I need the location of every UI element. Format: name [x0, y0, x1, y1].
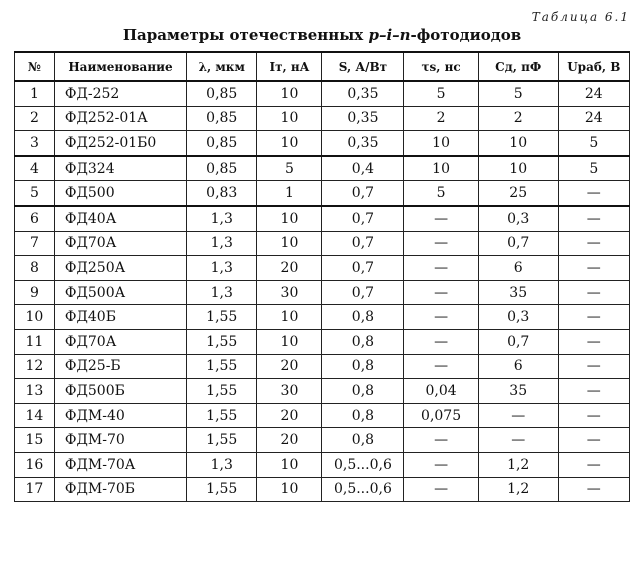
cell-capacitance: 10	[478, 156, 558, 181]
cell-number: 2	[15, 106, 55, 131]
cell-wavelength: 1,55	[187, 379, 257, 404]
cell-wavelength: 1,3	[187, 256, 257, 281]
table-row	[15, 477, 630, 502]
table-row	[15, 305, 630, 330]
cell-name: ФДМ-70	[54, 428, 186, 453]
cell-number: 17	[15, 477, 55, 502]
cell-wavelength: 1,3	[187, 206, 257, 231]
cell-dark-current: 10	[257, 81, 322, 106]
cell-number: 12	[15, 354, 55, 379]
cell-number: 11	[15, 329, 55, 354]
cell-response-time: —	[404, 305, 479, 330]
cell-voltage: —	[558, 256, 629, 281]
cell-dark-current: 10	[257, 452, 322, 477]
cell-response-time: —	[404, 354, 479, 379]
cell-sensitivity: 0,7	[322, 206, 404, 231]
cell-wavelength: 1,3	[187, 231, 257, 256]
cell-voltage: —	[558, 403, 629, 428]
cell-number: 15	[15, 428, 55, 453]
cell-sensitivity: 0,8	[322, 403, 404, 428]
cell-voltage: 24	[558, 81, 629, 106]
cell-sensitivity: 0,7	[322, 181, 404, 206]
table-title	[0, 26, 644, 44]
cell-number: 8	[15, 256, 55, 281]
table-row	[15, 181, 630, 206]
cell-wavelength: 0,85	[187, 156, 257, 181]
table-row	[15, 256, 630, 281]
cell-wavelength: 1,55	[187, 477, 257, 502]
cell-response-time: —	[404, 231, 479, 256]
cell-capacitance: 0,3	[478, 206, 558, 231]
table-row	[15, 206, 630, 231]
cell-sensitivity: 0,35	[322, 81, 404, 106]
cell-sensitivity: 0,8	[322, 379, 404, 404]
cell-dark-current: 20	[257, 354, 322, 379]
cell-response-time: 10	[404, 156, 479, 181]
cell-capacitance: —	[478, 428, 558, 453]
cell-response-time: —	[404, 329, 479, 354]
cell-name: ФД-252	[54, 81, 186, 106]
cell-response-time: 5	[404, 181, 479, 206]
cell-voltage: —	[558, 477, 629, 502]
cell-dark-current: 10	[257, 477, 322, 502]
cell-response-time: —	[404, 452, 479, 477]
table-row	[15, 231, 630, 256]
table-row	[15, 280, 630, 305]
cell-wavelength: 1,55	[187, 329, 257, 354]
cell-dark-current: 30	[257, 379, 322, 404]
cell-wavelength: 1,55	[187, 403, 257, 428]
cell-sensitivity: 0,5...0,6	[322, 452, 404, 477]
cell-dark-current: 5	[257, 156, 322, 181]
cell-sensitivity: 0,35	[322, 131, 404, 156]
cell-sensitivity: 0,8	[322, 354, 404, 379]
table-row	[15, 106, 630, 131]
table-row	[15, 354, 630, 379]
cell-capacitance: 0,7	[478, 231, 558, 256]
cell-voltage: 24	[558, 106, 629, 131]
table-title-italic: p–i–n	[368, 26, 411, 44]
cell-voltage: —	[558, 280, 629, 305]
column-header-name: Наименование	[54, 52, 186, 81]
cell-number: 16	[15, 452, 55, 477]
cell-dark-current: 10	[257, 106, 322, 131]
cell-wavelength: 1,55	[187, 354, 257, 379]
cell-capacitance: 2	[478, 106, 558, 131]
cell-dark-current: 10	[257, 206, 322, 231]
cell-wavelength: 0,85	[187, 81, 257, 106]
cell-wavelength: 1,55	[187, 428, 257, 453]
cell-capacitance: 1,2	[478, 452, 558, 477]
column-header-dark-current: Iт, нА	[257, 52, 322, 81]
column-header-response-time: τs, нс	[404, 52, 479, 81]
cell-name: ФД252-01Б0	[54, 131, 186, 156]
table-title-suffix: -фотодиодов	[410, 26, 522, 44]
cell-capacitance: 35	[478, 379, 558, 404]
cell-wavelength: 1,3	[187, 452, 257, 477]
cell-dark-current: 10	[257, 305, 322, 330]
cell-sensitivity: 0,8	[322, 428, 404, 453]
table-row	[15, 379, 630, 404]
cell-name: ФД500	[54, 181, 186, 206]
cell-voltage: —	[558, 354, 629, 379]
cell-sensitivity: 0,8	[322, 305, 404, 330]
cell-response-time: 0,04	[404, 379, 479, 404]
cell-number: 6	[15, 206, 55, 231]
cell-capacitance: —	[478, 403, 558, 428]
cell-name: ФДМ-40	[54, 403, 186, 428]
cell-sensitivity: 0,7	[322, 280, 404, 305]
column-header-capacitance: Cд, пФ	[478, 52, 558, 81]
cell-voltage: —	[558, 379, 629, 404]
column-header-voltage: Uраб, В	[558, 52, 629, 81]
cell-name: ФДМ-70Б	[54, 477, 186, 502]
cell-wavelength: 1,55	[187, 305, 257, 330]
cell-response-time: 5	[404, 81, 479, 106]
cell-wavelength: 0,85	[187, 131, 257, 156]
cell-capacitance: 0,7	[478, 329, 558, 354]
table-row	[15, 156, 630, 181]
table-row	[15, 452, 630, 477]
cell-dark-current: 30	[257, 280, 322, 305]
cell-voltage: —	[558, 231, 629, 256]
cell-number: 9	[15, 280, 55, 305]
cell-wavelength: 1,3	[187, 280, 257, 305]
cell-sensitivity: 0,4	[322, 156, 404, 181]
cell-voltage: —	[558, 428, 629, 453]
cell-name: ФД40А	[54, 206, 186, 231]
cell-name: ФД70А	[54, 231, 186, 256]
table-number-label: Таблица 6.1	[531, 10, 630, 24]
cell-number: 10	[15, 305, 55, 330]
table-row	[15, 403, 630, 428]
cell-number: 7	[15, 231, 55, 256]
cell-voltage: —	[558, 206, 629, 231]
cell-number: 3	[15, 131, 55, 156]
column-header-sensitivity: S, А/Вт	[322, 52, 404, 81]
cell-sensitivity: 0,35	[322, 106, 404, 131]
cell-name: ФД500Б	[54, 379, 186, 404]
cell-voltage: —	[558, 329, 629, 354]
cell-number: 5	[15, 181, 55, 206]
cell-response-time: —	[404, 280, 479, 305]
cell-dark-current: 10	[257, 231, 322, 256]
cell-capacitance: 25	[478, 181, 558, 206]
cell-response-time: 10	[404, 131, 479, 156]
cell-number: 14	[15, 403, 55, 428]
cell-sensitivity: 0,8	[322, 329, 404, 354]
cell-number: 13	[15, 379, 55, 404]
cell-name: ФДМ-70А	[54, 452, 186, 477]
cell-wavelength: 0,85	[187, 106, 257, 131]
cell-capacitance: 5	[478, 81, 558, 106]
cell-voltage: —	[558, 305, 629, 330]
cell-dark-current: 10	[257, 329, 322, 354]
table-row	[15, 81, 630, 106]
cell-capacitance: 0,3	[478, 305, 558, 330]
cell-name: ФД70А	[54, 329, 186, 354]
cell-sensitivity: 0,7	[322, 256, 404, 281]
photodiode-parameters-table	[14, 51, 630, 502]
cell-wavelength: 0,83	[187, 181, 257, 206]
cell-response-time: 0,075	[404, 403, 479, 428]
table-row	[15, 131, 630, 156]
cell-name: ФД250А	[54, 256, 186, 281]
table-row	[15, 329, 630, 354]
table-title-prefix: Параметры отечественных	[122, 26, 369, 44]
cell-dark-current: 20	[257, 256, 322, 281]
cell-response-time: 2	[404, 106, 479, 131]
cell-capacitance: 10	[478, 131, 558, 156]
cell-name: ФД500А	[54, 280, 186, 305]
cell-response-time: —	[404, 256, 479, 281]
cell-voltage: —	[558, 452, 629, 477]
cell-capacitance: 35	[478, 280, 558, 305]
cell-sensitivity: 0,5...0,6	[322, 477, 404, 502]
cell-name: ФД25-Б	[54, 354, 186, 379]
cell-name: ФД324	[54, 156, 186, 181]
column-header-number: №	[15, 52, 55, 81]
cell-name: ФД252-01А	[54, 106, 186, 131]
table-row	[15, 428, 630, 453]
cell-dark-current: 1	[257, 181, 322, 206]
cell-response-time: —	[404, 428, 479, 453]
cell-voltage: 5	[558, 131, 629, 156]
table-body	[15, 81, 630, 502]
cell-dark-current: 20	[257, 403, 322, 428]
cell-dark-current: 10	[257, 131, 322, 156]
cell-dark-current: 20	[257, 428, 322, 453]
cell-voltage: 5	[558, 156, 629, 181]
cell-capacitance: 6	[478, 354, 558, 379]
cell-number: 1	[15, 81, 55, 106]
cell-response-time: —	[404, 206, 479, 231]
cell-sensitivity: 0,7	[322, 231, 404, 256]
cell-number: 4	[15, 156, 55, 181]
header-row	[15, 52, 630, 81]
cell-capacitance: 1,2	[478, 477, 558, 502]
cell-response-time: —	[404, 477, 479, 502]
cell-capacitance: 6	[478, 256, 558, 281]
column-header-wavelength: λ, мкм	[187, 52, 257, 81]
cell-name: ФД40Б	[54, 305, 186, 330]
cell-voltage: —	[558, 181, 629, 206]
